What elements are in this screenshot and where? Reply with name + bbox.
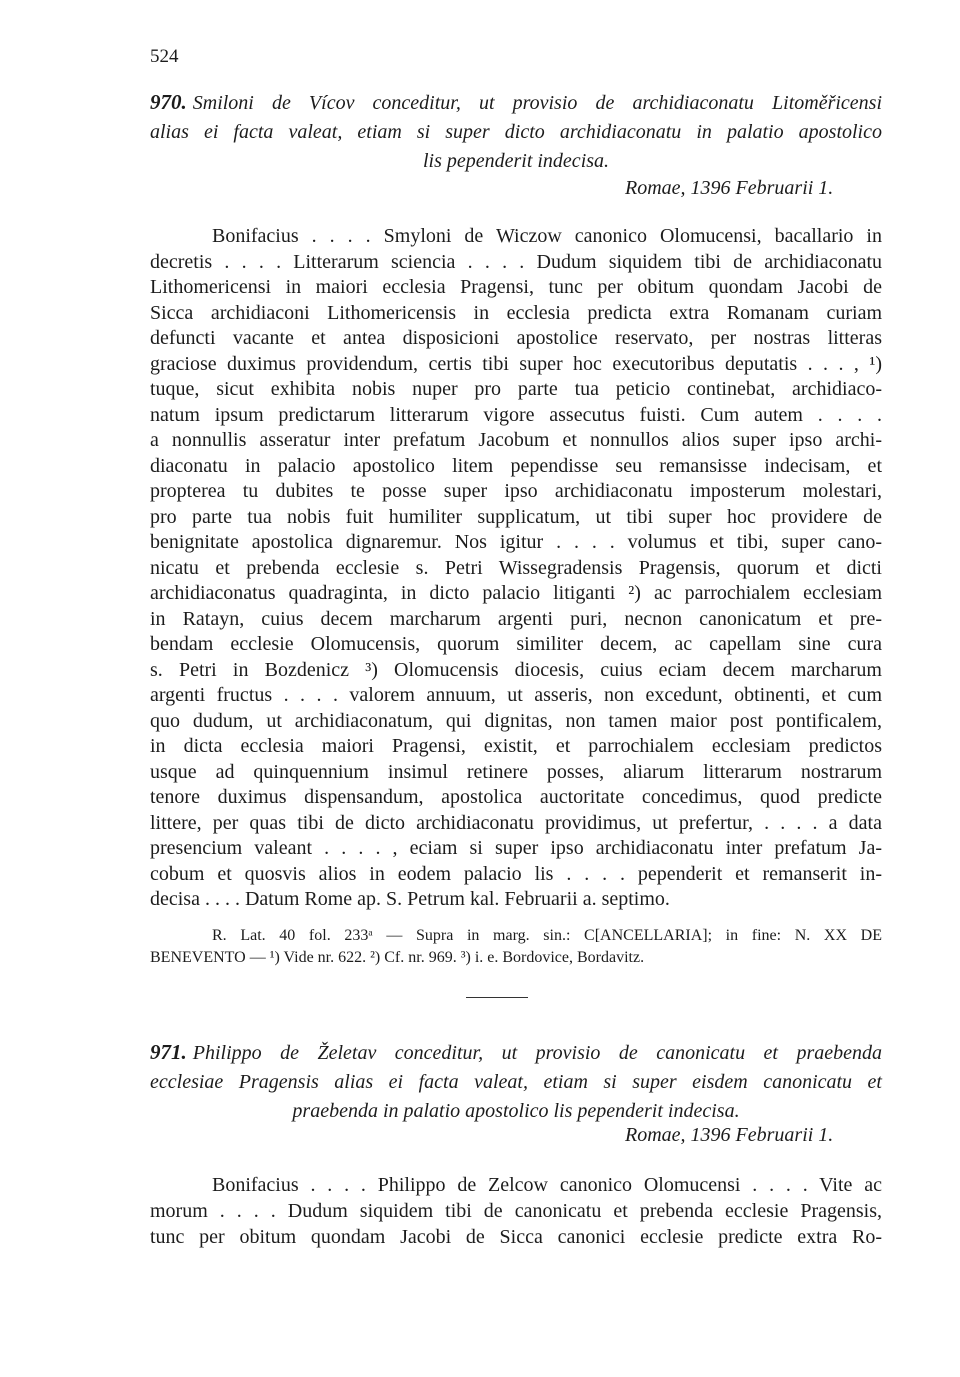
- body-line: Bonifacius . . . . Philippo de Zelcow canonico Olomucensi . . . . Vite ac: [212, 1174, 882, 1196]
- body-line: diaconatu in palacio apostolico litem pependisse seu remansisse indecisam, et: [150, 454, 882, 477]
- heading-line: 970. Smiloni de Vícov conceditur, ut provisio de archidiaconatu Litoměřicensi: [150, 90, 882, 114]
- heading-line: alias ei facta valeat, etiam si super dicto archidiaconatu in palatio apostolico: [150, 121, 882, 143]
- entry-number: 971.: [150, 1040, 187, 1064]
- entry-971-body: [150, 1172, 882, 1250]
- body-line: decisa . . . . Datum Rome ap. S. Petrum kal. Februarii a. septimo.: [150, 888, 670, 910]
- heading-line: lis pependerit indecisa.: [422, 150, 610, 172]
- footnote-line: R. Lat. 40 fol. 233ᵃ — Supra in marg. sin.: C[ANCELLARIA]; in fine: N. XX DE: [212, 927, 882, 944]
- body-line: s. Petri in Bozdenicz ³) Olomucensis diocesis, cuius eciam decem marcharum: [150, 658, 882, 681]
- body-line: benignitate apostolica dignaremur. Nos igitur . . . . volumus et tibi, super cano-: [150, 531, 882, 553]
- body-line: Bonifacius . . . . Smyloni de Wiczow canonico Olomucensi, bacallario in: [212, 225, 882, 247]
- page-number: 524: [150, 46, 179, 67]
- body-line: archidiaconatus quadraginta, in dicto palacio litiganti ²) ac parrochialem ecclesiam: [150, 582, 882, 604]
- body-line: in Ratayn, cuius decem marcharum argenti puri, necnon canonicatum et pre-: [150, 607, 882, 630]
- body-line: quo dudum, ut archidiaconatum, qui dignitas, non tamen maior post pontificalem,: [150, 709, 882, 732]
- body-line: presencium valeant . . . . , eciam si super ipso archidiaconatu inter prefatum Ja-: [150, 837, 882, 859]
- entry-970-footnote: [150, 925, 882, 969]
- body-line: defuncti vacante et antea disposicioni apostolice reservato, per nostras litteras: [150, 327, 882, 349]
- footnote-line: BENEVENTO — ¹) Vide nr. 622. ²) Cf. nr. 969. ³) i. e. Bordovice, Bordavitz.: [150, 949, 645, 966]
- body-line: tuque, sicut exhibita nobis nuper pro parte tua peticio continebat, archidiaco-: [150, 378, 882, 400]
- entry-970-heading: [150, 88, 882, 176]
- entry-separator: [466, 997, 528, 998]
- heading-line: 971. Philippo de Želetav conceditur, ut provisio de canonicatu et praebenda: [150, 1040, 882, 1064]
- body-line: morum . . . . Dudum siquidem tibi de canonicatu et prebenda ecclesie Pragensis,: [150, 1200, 882, 1222]
- entry-970-dateline: Romae, 1396 Februarii 1.: [625, 177, 834, 199]
- body-line: bendam ecclesie Olomucensis, quorum similiter decem, ac capellam sine cura: [150, 633, 882, 655]
- body-line: nicatu et prebenda ecclesie s. Petri Wissegradensis Pragensis, quorum et dicti: [150, 556, 882, 579]
- entry-number: 970.: [150, 90, 187, 114]
- entry-970-body: [150, 224, 882, 913]
- body-line: Sicca archidiaconi Lithomericensis in ecclesia predicta extra Romanam curiam: [150, 301, 882, 324]
- body-line: natum ipsum predictarum litterarum vigore assecutus fuisti. Cum autem . . . .: [150, 403, 882, 426]
- body-line: tenore duximus dispensandum, apostolica auctoritate concedimus, quod predicte: [150, 786, 882, 808]
- body-line: usque ad quinquennium insimul retinere posses, aliarum litterarum nostrarum: [150, 760, 882, 783]
- body-line: littere, per quas tibi de dicto archidiaconatu providimus, ut prefertur, . . . . a data: [150, 811, 882, 834]
- body-line: a nonnullis asseratur inter prefatum Jacobum et nonnullos alios super ipso archi-: [150, 429, 882, 451]
- entry-971-dateline: Romae, 1396 Februarii 1.: [625, 1124, 834, 1146]
- body-line: cobum et quosvis alios in eodem palacio lis . . . . pependerit et remanserit in-: [150, 862, 882, 885]
- body-line: decretis . . . . Litterarum sciencia . . . . Dudum siquidem tibi de archidiaconatu: [150, 250, 882, 273]
- body-line: in dicta ecclesia maiori Pragensi, existit, et parrochialem ecclesiam predictos: [150, 735, 882, 757]
- body-line: Lithomericensi in maiori ecclesia Pragensi, tunc per obitum quondam Jacobi de: [150, 276, 882, 298]
- entry-971-heading: [150, 1038, 882, 1126]
- heading-line: praebenda in palatio apostolico lis pependerit indecisa.: [292, 1100, 740, 1122]
- body-line: argenti fructus . . . . valorem annuum, ut asseris, non excedunt, obtinenti, et cum: [150, 684, 882, 706]
- body-line: pro parte tua nobis fuit humiliter supplicatum, ut tibi super hoc providere de: [150, 505, 882, 528]
- body-line: graciose duximus providendum, certis tibi super hoc executoribus deputatis . . . , ¹): [150, 352, 882, 375]
- body-line: propterea tu dubites te posse super ipso archidiaconatu imposterum molestari,: [150, 480, 882, 502]
- heading-line: ecclesiae Pragensis alias ei facta valeat, etiam si super eisdem canonicatu et: [150, 1071, 882, 1093]
- body-line: tunc per obitum quondam Jacobi de Sicca canonici ecclesie predicte extra Ro-: [150, 1226, 882, 1248]
